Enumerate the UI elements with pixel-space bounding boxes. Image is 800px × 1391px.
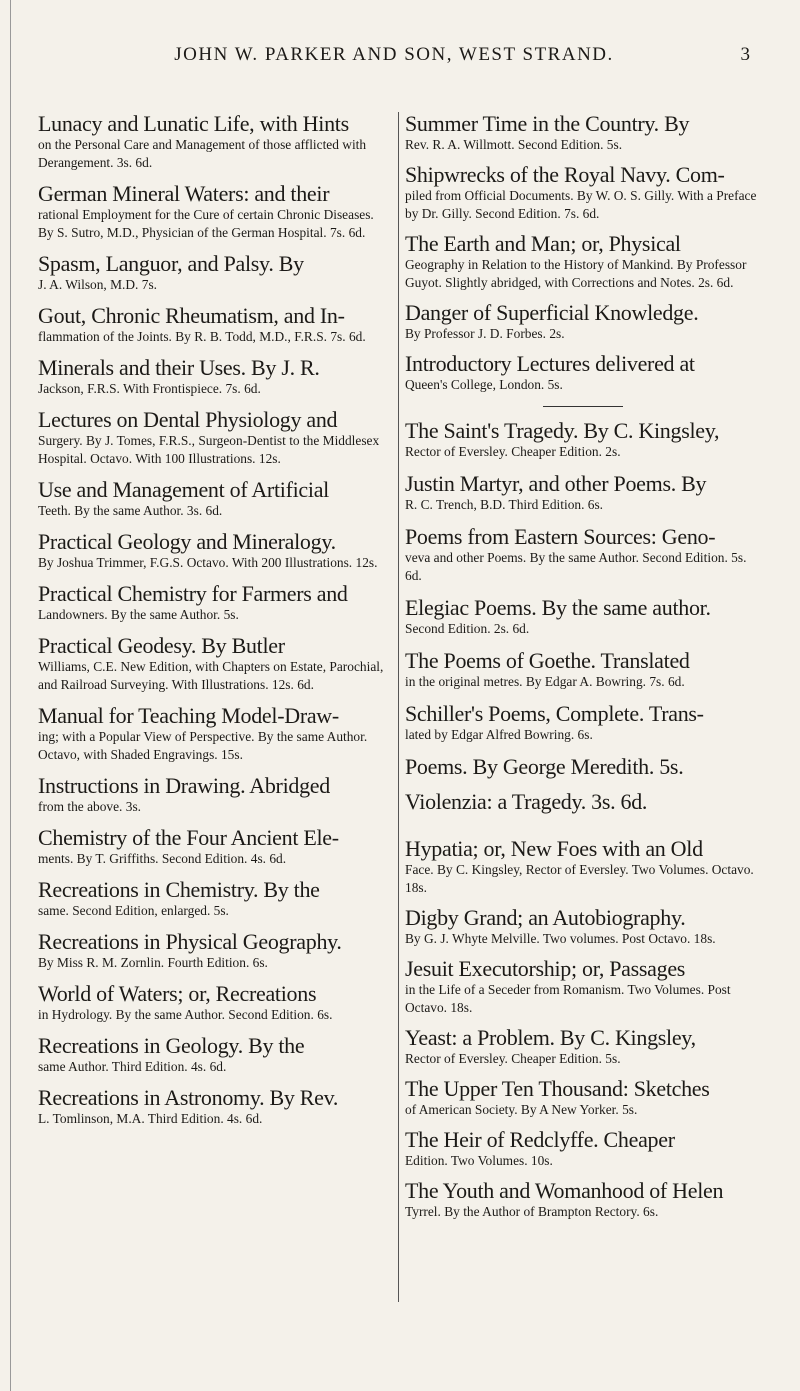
- entry-description: same Author. Third Edition. 4s. 6d.: [38, 1059, 227, 1074]
- page-header: [38, 44, 750, 66]
- entry-title: Gout, Chronic Rheumatism, and In-: [38, 303, 345, 328]
- catalog-entry: [38, 930, 388, 972]
- entry-description: of American Society. By A New Yorker. 5s.: [405, 1102, 638, 1117]
- catalog-entry: [405, 232, 760, 292]
- catalog-entry: [405, 837, 760, 897]
- entry-title: Minerals and their Uses. By J. R.: [38, 355, 320, 380]
- catalog-entry: [38, 774, 388, 816]
- catalog-entry: [405, 702, 760, 744]
- entry-description: veva and other Poems. By the same Author. Second Edition. 5s. 6d.: [405, 550, 747, 583]
- catalog-entry: [38, 112, 388, 172]
- entry-title: Jesuit Executorship; or, Passages: [405, 956, 686, 981]
- catalog-entry: [405, 1179, 760, 1221]
- entry-title: Shipwrecks of the Royal Navy. Com-: [405, 162, 725, 187]
- entry-title: Hypatia; or, New Foes with an Old: [405, 836, 703, 861]
- entry-title: Introductory Lectures delivered at: [405, 351, 695, 376]
- entry-title: Justin Martyr, and other Poems. By: [405, 471, 707, 496]
- entry-description: Queen's College, London. 5s.: [405, 377, 563, 392]
- catalog-entry: [405, 906, 760, 948]
- catalog-entry: [38, 634, 388, 694]
- entry-description: By Miss R. M. Zornlin. Fourth Edition. 6s.: [38, 955, 268, 970]
- entry-title: Danger of Superficial Knowledge.: [405, 300, 699, 325]
- entry-title: Use and Management of Artificial: [38, 477, 329, 502]
- catalog-entry: [405, 1077, 760, 1119]
- entry-title: The Earth and Man; or, Physical: [405, 231, 681, 256]
- entry-title: Lectures on Dental Physiology and: [38, 407, 338, 432]
- entry-description: Rector of Eversley. Cheaper Edition. 5s.: [405, 1051, 621, 1066]
- entry-title: Poems from Eastern Sources: Geno-: [405, 524, 716, 549]
- catalog-entry: [405, 1026, 760, 1068]
- entry-description: in the Life of a Seceder from Romanism. Two Volumes. Post Octavo. 18s.: [405, 982, 731, 1015]
- entry-title: Elegiac Poems. By the same author.: [405, 595, 711, 620]
- entry-description: Face. By C. Kingsley, Rector of Eversley. Two Volumes. Octavo. 18s.: [405, 862, 754, 895]
- entry-description: lated by Edgar Alfred Bowring. 6s.: [405, 727, 593, 742]
- catalog-entry: [405, 163, 760, 223]
- entry-description: J. A. Wilson, M.D. 7s.: [38, 277, 158, 292]
- catalog-entry: [38, 582, 388, 624]
- entry-description: L. Tomlinson, M.A. Third Edition. 4s. 6d.: [38, 1111, 263, 1126]
- entry-description: piled from Official Documents. By W. O. S. Gilly. With a Preface by Dr. Gilly. Second Edition. 7s. 6d.: [405, 188, 757, 221]
- entry-title: Practical Chemistry for Farmers and: [38, 581, 348, 606]
- entry-description: in Hydrology. By the same Author. Second Edition. 6s.: [38, 1007, 333, 1022]
- catalog-entry: [405, 472, 760, 514]
- catalog-entry: [38, 704, 388, 764]
- catalog-entry: [405, 790, 760, 814]
- entry-description: flammation of the Joints. By R. B. Todd, M.D., F.R.S. 7s. 6d.: [38, 329, 366, 344]
- entry-title: Digby Grand; an Autobiography.: [405, 905, 686, 930]
- page-number: 3: [740, 44, 750, 65]
- entry-title: The Upper Ten Thousand: Sketches: [405, 1076, 710, 1101]
- right-section-c: [405, 837, 760, 1221]
- entry-description: Surgery. By J. Tomes, F.R.S., Surgeon-Dentist to the Middlesex Hospital. Octavo. With 100 Illustrations. 12s.: [38, 433, 380, 466]
- catalog-entry: [405, 649, 760, 691]
- entry-title: World of Waters; or, Recreations: [38, 981, 317, 1006]
- entry-title: Poems. By George Meredith. 5s.: [405, 754, 684, 779]
- entry-description: Edition. Two Volumes. 10s.: [405, 1153, 553, 1168]
- entry-description: Rector of Eversley. Cheaper Edition. 2s.: [405, 444, 621, 459]
- entry-title: Recreations in Geology. By the: [38, 1033, 305, 1058]
- entry-title: Recreations in Chemistry. By the: [38, 877, 320, 902]
- catalog-entry: [38, 982, 388, 1024]
- entry-title: Summer Time in the Country. By: [405, 111, 690, 136]
- catalog-entry: [38, 304, 388, 346]
- left-column: [38, 112, 399, 1302]
- catalog-entry: [38, 878, 388, 920]
- catalog-entry: [405, 596, 760, 638]
- header-title: JOHN W. PARKER AND SON, WEST STRAND.: [174, 44, 614, 65]
- catalog-entry: [38, 530, 388, 572]
- entry-description: ments. By T. Griffiths. Second Edition. 4s. 6d.: [38, 851, 287, 866]
- catalog-entry: [38, 408, 388, 468]
- entry-description: same. Second Edition, enlarged. 5s.: [38, 903, 229, 918]
- entry-title: Manual for Teaching Model-Draw-: [38, 703, 339, 728]
- catalog-entry: [405, 301, 760, 343]
- catalog-entry: [38, 478, 388, 520]
- catalog-entry: [405, 419, 760, 461]
- page-edge-line: [10, 0, 11, 1391]
- catalog-entry: [38, 356, 388, 398]
- entry-title: Practical Geology and Mineralogy.: [38, 529, 336, 554]
- entry-description: R. C. Trench, B.D. Third Edition. 6s.: [405, 497, 604, 512]
- entry-description: ing; with a Popular View of Perspective. By the same Author. Octavo, with Shaded Engravings. 15s.: [38, 729, 368, 762]
- entry-description: Rev. R. A. Willmott. Second Edition. 5s.: [405, 137, 623, 152]
- entry-title: The Heir of Redclyffe. Cheaper: [405, 1127, 675, 1152]
- entry-description: Williams, C.E. New Edition, with Chapters on Estate, Parochial, and Railroad Surveying. With Illustrations. 12s. 6d.: [38, 659, 384, 692]
- catalog-entry: [405, 112, 760, 154]
- entry-description: By Professor J. D. Forbes. 2s.: [405, 326, 565, 341]
- entry-description: By G. J. Whyte Melville. Two volumes. Post Octavo. 18s.: [405, 931, 716, 946]
- entry-description: Tyrrel. By the Author of Brampton Rectory. 6s.: [405, 1204, 659, 1219]
- catalog-entry: [405, 755, 760, 779]
- entry-title: Yeast: a Problem. By C. Kingsley,: [405, 1025, 696, 1050]
- entry-description: Teeth. By the same Author. 3s. 6d.: [38, 503, 223, 518]
- entry-description: Second Edition. 2s. 6d.: [405, 621, 530, 636]
- right-section-b: [405, 419, 760, 814]
- entry-title: Spasm, Languor, and Palsy. By: [38, 251, 304, 276]
- catalog-entry: [38, 252, 388, 294]
- catalog-entry: [38, 182, 388, 242]
- entry-description: By Joshua Trimmer, F.G.S. Octavo. With 200 Illustrations. 12s.: [38, 555, 378, 570]
- entry-title: Recreations in Physical Geography.: [38, 929, 342, 954]
- entry-title: Instructions in Drawing. Abridged: [38, 773, 330, 798]
- entry-description: from the above. 3s.: [38, 799, 142, 814]
- entry-description: in the original metres. By Edgar A. Bowring. 7s. 6d.: [405, 674, 685, 689]
- catalog-entry: [38, 1086, 388, 1128]
- entry-description: rational Employment for the Cure of certain Chronic Diseases. By S. Sutro, M.D., Physician of the German Hospital. 7s. 6d.: [38, 207, 374, 240]
- catalog-entry: [405, 525, 760, 585]
- entry-title: Lunacy and Lunatic Life, with Hints: [38, 111, 349, 136]
- entry-title: German Mineral Waters: and their: [38, 181, 330, 206]
- entry-title: The Poems of Goethe. Translated: [405, 648, 690, 673]
- entry-title: Chemistry of the Four Ancient Ele-: [38, 825, 339, 850]
- entry-description: on the Personal Care and Management of those afflicted with Derangement. 3s. 6d.: [38, 137, 367, 170]
- entry-description: Jackson, F.R.S. With Frontispiece. 7s. 6d.: [38, 381, 261, 396]
- right-column: [405, 112, 760, 1230]
- entry-title: The Youth and Womanhood of Helen: [405, 1178, 724, 1203]
- entry-title: Recreations in Astronomy. By Rev.: [38, 1085, 339, 1110]
- right-section-a: [405, 112, 760, 394]
- section-divider: [543, 406, 623, 407]
- catalog-entry: [38, 826, 388, 868]
- entry-title: Practical Geodesy. By Butler: [38, 633, 285, 658]
- catalog-entry: [405, 352, 760, 394]
- entry-description: Landowners. By the same Author. 5s.: [38, 607, 239, 622]
- entry-description: Geography in Relation to the History of Mankind. By Professor Guyot. Slightly abridged, with Corrections and Notes. 2s. 6d.: [405, 257, 747, 290]
- entry-title: Schiller's Poems, Complete. Trans-: [405, 701, 704, 726]
- entry-title: Violenzia: a Tragedy. 3s. 6d.: [405, 789, 648, 814]
- catalog-entry: [405, 1128, 760, 1170]
- catalog-entry: [405, 957, 760, 1017]
- entry-title: The Saint's Tragedy. By C. Kingsley,: [405, 418, 720, 443]
- catalog-entry: [38, 1034, 388, 1076]
